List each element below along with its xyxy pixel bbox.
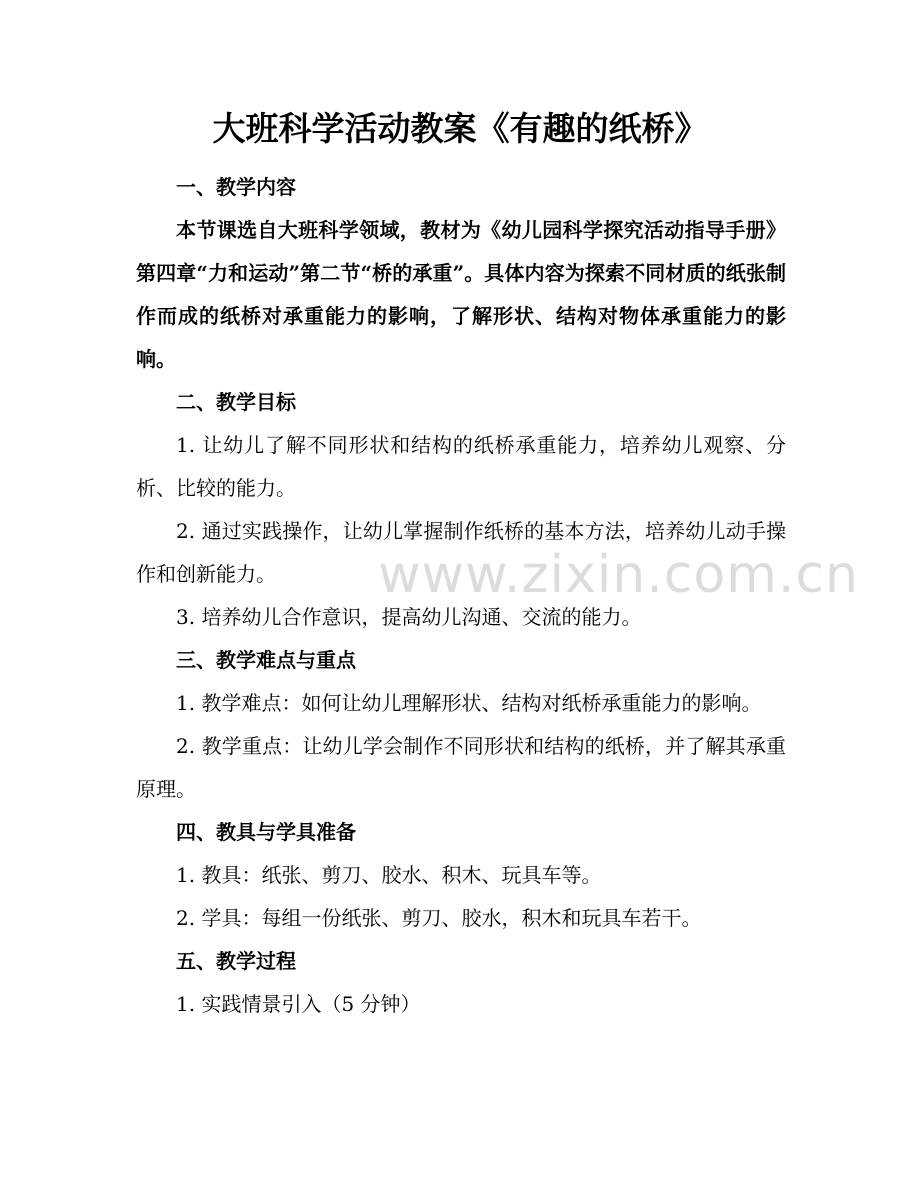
section-heading-key-points: 三、教学难点与重点 [176, 648, 356, 672]
materials-student: 2. 学具：每组一份纸张、剪刀、胶水，积木和玩具车若干。 [176, 906, 702, 930]
section-heading-process: 五、教学过程 [176, 949, 296, 973]
section-heading-objectives: 二、教学目标 [176, 390, 296, 414]
objective-item-2: 2. 通过实践操作，让幼儿掌握制作纸桥的基本方法，培养幼儿动手操作和创新能力。 [136, 519, 786, 586]
objective-item-1: 1. 让幼儿了解不同形状和结构的纸桥承重能力，培养幼儿观察、分析、比较的能力。 [136, 433, 786, 500]
content-paragraph: 本节课选自大班科学领域，教材为《幼儿园科学探究活动指导手册》第四章“力和运动”第二节“桥的承重”。具体内容为探索不同材质的纸张制作而成的纸桥对承重能力的影响，了解形状、结构对物体承重能力的影响。 [136, 218, 786, 371]
document-body [136, 166, 786, 1026]
key-point-difficulty: 1. 教学难点：如何让幼儿理解形状、结构对纸桥承重能力的影响。 [176, 691, 762, 715]
objective-item-3: 3. 培养幼儿合作意识，提高幼儿沟通、交流的能力。 [176, 605, 642, 629]
materials-teacher: 1. 教具：纸张、剪刀、胶水、积木、玩具车等。 [176, 863, 602, 887]
section-heading-content: 一、教学内容 [176, 175, 296, 199]
document-title: 大班科学活动教案《有趣的纸桥》 [212, 109, 708, 148]
watermark-text: www.zixin.com.cn [378, 545, 859, 605]
process-step-1: 1. 实践情景引入（5 分钟） [176, 992, 421, 1016]
key-point-focus: 2. 教学重点：让幼儿学会制作不同形状和结构的纸桥，并了解其承重原理。 [136, 734, 786, 801]
section-heading-materials: 四、教具与学具准备 [176, 820, 356, 844]
